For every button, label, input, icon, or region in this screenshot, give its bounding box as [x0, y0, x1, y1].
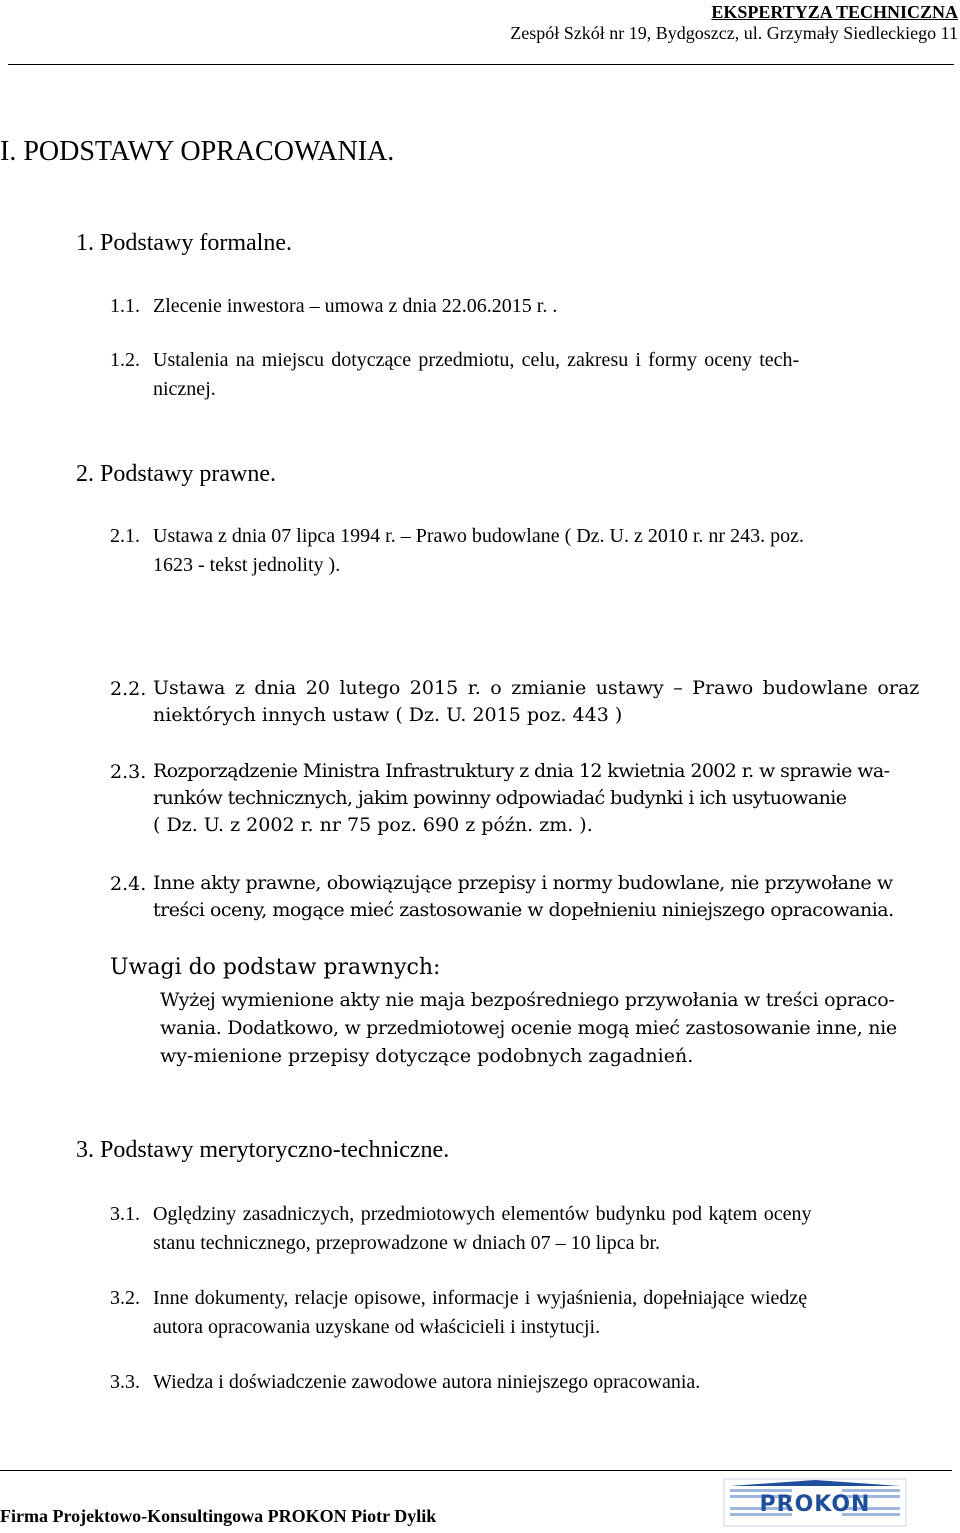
- item-text-line: Ustalenia na miejscu dotyczące przedmiotu, celu, zakresu i formy oceny tech-: [153, 349, 800, 371]
- notes-heading: Uwagi do podstaw prawnych:: [110, 955, 441, 980]
- header-divider: [8, 64, 954, 65]
- list-item-2-4: [110, 870, 960, 926]
- document-subtitle: Zespół Szkół nr 19, Bydgoszcz, ul. Grzymały Siedleckiego 11: [510, 23, 958, 43]
- item-text-line: niektórych innych ustaw ( Dz. U. 2015 poz. 443 ): [153, 704, 623, 726]
- logo-wordmark: PROKON: [759, 1492, 871, 1517]
- item-number: 3.2.: [110, 1287, 140, 1309]
- section-title: I. PODSTAWY OPRACOWANIA.: [0, 136, 395, 167]
- item-number: 3.1.: [110, 1203, 140, 1225]
- heading-formal-basis: 1. Podstawy formalne.: [76, 230, 292, 256]
- item-text-line: 1623 - tekst jednolity ).: [153, 554, 341, 576]
- notes-line: Wyżej wymienione akty nie maja bezpośredniego przywołania w treści opraco-: [160, 989, 895, 1011]
- item-text-line: Inne akty prawne, obowiązujące przepisy i normy budowlane, nie przywołane w: [153, 872, 893, 894]
- item-number: 2.2.: [110, 678, 147, 700]
- list-item-2-3: [110, 758, 960, 842]
- item-text-line: nicznej.: [153, 378, 216, 400]
- list-item-3-1: [110, 1200, 960, 1260]
- list-item-1-1: [110, 292, 960, 322]
- notes-line: wy-mienione przepisy dotyczące podobnych zagadnień.: [160, 1045, 694, 1067]
- item-number: 1.1.: [110, 295, 140, 317]
- item-text-line: treści oceny, mogące mieć zastosowanie w dopełnieniu niniejszego opracowania.: [153, 899, 894, 921]
- item-number: 2.1.: [110, 525, 140, 547]
- list-item-1-2: [110, 346, 960, 406]
- item-number: 2.3.: [110, 761, 147, 783]
- footer-divider: [0, 1470, 952, 1471]
- item-text-line: Ustawa z dnia 20 lutego 2015 r. o zmianie ustawy – Prawo budowlane oraz: [153, 677, 920, 699]
- footer-company: Firma Projektowo-Konsultingowa PROKON Piotr Dylik: [0, 1506, 437, 1526]
- list-item-3-3: [110, 1368, 960, 1398]
- prokon-logo: [722, 1477, 908, 1528]
- item-text-line: Inne dokumenty, relacje opisowe, informacje i wyjaśnienia, dopełniające wiedzę: [153, 1287, 808, 1309]
- list-item-3-2: [110, 1284, 960, 1344]
- item-text-line: Rozporządzenie Ministra Infrastruktury z dnia 12 kwietnia 2002 r. w sprawie wa-: [153, 760, 890, 782]
- notes-paragraph: [160, 986, 960, 1070]
- item-text-line: runków technicznych, jakim powinny odpowiadać budynki i ich usytuowanie: [153, 787, 847, 809]
- item-text-line: autora opracowania uzyskane od właścicieli i instytucji.: [153, 1316, 601, 1338]
- item-text-line: Ustawa z dnia 07 lipca 1994 r. – Prawo budowlane ( Dz. U. z 2010 r. nr 243. poz.: [153, 525, 804, 547]
- notes-line: wania. Dodatkowo, w przedmiotowej ocenie mogą mieć zastosowanie inne, nie: [160, 1017, 897, 1039]
- heading-technical-basis: 3. Podstawy merytoryczno-techniczne.: [76, 1137, 450, 1163]
- item-number: 3.3.: [110, 1371, 140, 1393]
- item-text: Zlecenie inwestora – umowa z dnia 22.06.2015 r. .: [153, 295, 558, 317]
- prokon-logo-graphic: [722, 1477, 908, 1528]
- document-title: EKSPERTYZA TECHNICZNA: [711, 2, 958, 22]
- item-number: 1.2.: [110, 349, 140, 371]
- item-text-line: stanu technicznego, przeprowadzone w dniach 07 – 10 lipca br.: [153, 1232, 661, 1254]
- item-text-line: ( Dz. U. z 2002 r. nr 75 poz. 690 z późn. zm. ).: [153, 814, 593, 836]
- list-item-2-2: [110, 675, 960, 731]
- heading-legal-basis: 2. Podstawy prawne.: [76, 461, 276, 487]
- list-item-2-1: [110, 522, 960, 582]
- item-text: Wiedza i doświadczenie zawodowe autora niniejszego opracowania.: [153, 1371, 701, 1393]
- item-text-line: Oględziny zasadniczych, przedmiotowych elementów budynku pod kątem oceny: [153, 1203, 812, 1225]
- item-number: 2.4.: [110, 873, 147, 895]
